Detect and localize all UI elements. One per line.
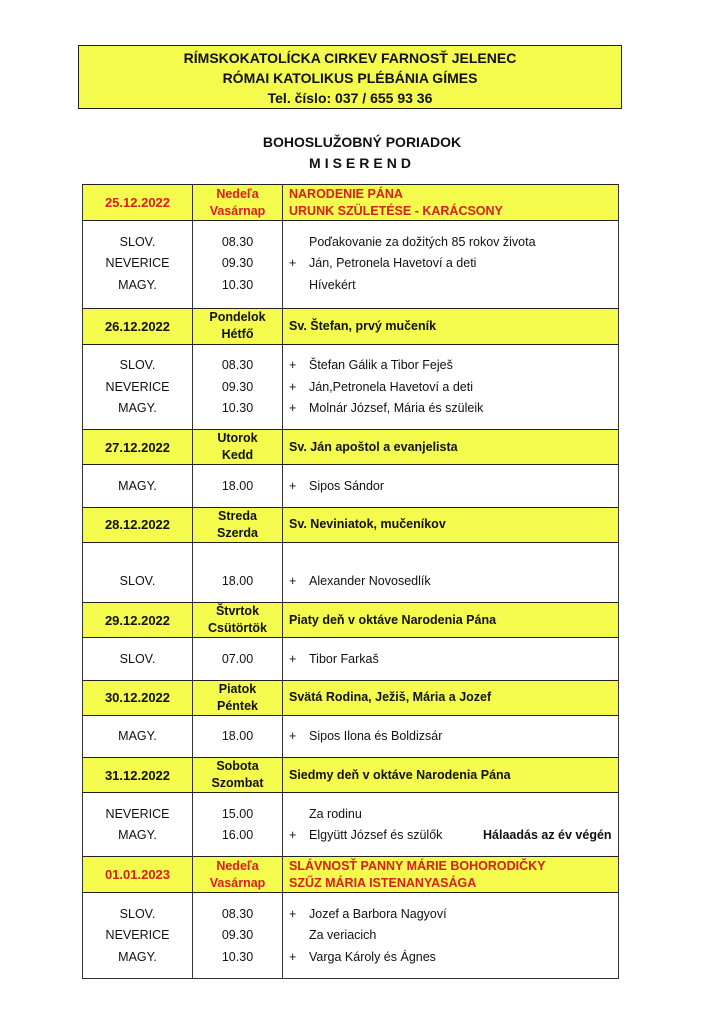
parish-name-hu: RÓMAI KATOLIKUS PLÉBÁNIA GÍMES [222, 70, 478, 86]
mass-row [83, 946, 619, 968]
mass-time: 09.30 [193, 925, 283, 947]
spacer-row [83, 846, 619, 857]
day-feast [283, 857, 619, 893]
mass-intention-cell [283, 726, 619, 748]
day-feast [283, 308, 619, 344]
mass-place: MAGY. [83, 274, 193, 296]
mass-row [83, 825, 619, 847]
parish-name-sk: RÍMSKOKATOLÍCKA CIRKEV FARNOSŤ JELENEC [183, 50, 517, 66]
feast-name: Piaty deň v oktáve Narodenia Pána [289, 612, 497, 627]
spacer-row [83, 497, 619, 508]
deceased-cross-icon: + [289, 478, 297, 493]
mass-row [83, 475, 619, 497]
day-header-row [83, 758, 619, 793]
day-header-row [83, 308, 619, 344]
feast-name: Sv. Štefan, prvý mučeník [289, 318, 437, 333]
mass-intention-cell [283, 253, 619, 275]
mass-place: NEVERICE [83, 376, 193, 398]
mass-intention-cell [283, 475, 619, 497]
mass-time: 08.30 [193, 355, 283, 377]
day-date: 25.12.2022 [83, 185, 193, 221]
mass-time: 16.00 [193, 825, 283, 847]
mass-intention: Poďakovanie za dožitých 85 rokov života [309, 234, 536, 249]
weekday-sk: Utorok [217, 431, 258, 445]
weekday-hu: Hétfő [221, 327, 254, 341]
mass-intention: Alexander Novosedlík [309, 574, 431, 589]
weekday-hu: Vasárnap [209, 203, 266, 218]
mass-schedule-table [82, 184, 619, 979]
mass-time: 10.30 [193, 946, 283, 968]
mass-intention: Tibor Farkaš [309, 651, 379, 666]
day-date: 26.12.2022 [83, 308, 193, 344]
weekday-hu: Kedd [221, 448, 254, 462]
deceased-cross-icon: + [289, 256, 297, 271]
day-date: 29.12.2022 [83, 603, 193, 638]
mass-place: SLOV. [83, 355, 193, 377]
mass-time: 18.00 [193, 571, 283, 593]
spacer-row [83, 592, 619, 603]
feast-name: SLÁVNOSŤ PANNY MÁRIE BOHORODIČKY [289, 858, 546, 873]
mass-time: 07.00 [193, 648, 283, 670]
feast-name: NARODENIE PÁNA [289, 186, 403, 201]
mass-place: SLOV. [83, 571, 193, 593]
feast-name-hu: SZŰZ MÁRIA ISTENANYASÁGA [289, 875, 477, 890]
day-header-row [83, 430, 619, 465]
feast-name-hu: URUNK SZÜLETÉSE - KARÁCSONY [289, 203, 503, 218]
day-weekday [193, 680, 283, 715]
feast-name: Sv. Neviniatok, mučeníkov [289, 517, 446, 531]
mass-row [83, 398, 619, 420]
mass-row [83, 376, 619, 398]
mass-time: 10.30 [193, 274, 283, 296]
mass-place: MAGY. [83, 726, 193, 748]
weekday-hu: Péntek [217, 698, 258, 713]
mass-intention-cell [283, 231, 619, 253]
spacer-row [83, 968, 619, 979]
mass-intention-cell [283, 825, 619, 847]
mass-intention: Za rodinu [309, 806, 362, 821]
day-header-row [83, 507, 619, 542]
mass-intention-cell [283, 355, 619, 377]
schedule-title-sk: BOHOSLUŽOBNÝ PORIADOK [262, 134, 462, 150]
deceased-cross-icon: + [289, 949, 297, 964]
mass-intention-cell [283, 803, 619, 825]
day-date: 30.12.2022 [83, 680, 193, 715]
mass-row [83, 803, 619, 825]
feast-name: Svätá Rodina, Ježiš, Mária a Jozef [289, 690, 492, 704]
mass-place: MAGY. [83, 825, 193, 847]
day-feast [283, 507, 619, 542]
mass-intention: Ján, Petronela Havetoví a deti [309, 256, 477, 271]
mass-row [83, 571, 619, 593]
day-weekday [193, 308, 283, 344]
mass-intention-cell [283, 925, 619, 947]
day-date: 01.01.2023 [83, 857, 193, 893]
mass-intention-cell [283, 903, 619, 925]
mass-row [83, 648, 619, 670]
spacer-row [83, 793, 619, 804]
spacer-row [83, 638, 619, 649]
deceased-cross-icon: + [289, 651, 297, 666]
deceased-cross-icon: + [289, 828, 297, 843]
spacer-row [83, 747, 619, 758]
mass-intention: Elgyütt József és szülők [309, 828, 443, 843]
day-date: 28.12.2022 [83, 507, 193, 542]
mass-row [83, 355, 619, 377]
schedule-title-hu: MISEREND [309, 155, 415, 171]
deceased-cross-icon: + [289, 379, 297, 394]
mass-row [83, 726, 619, 748]
mass-intention: Sipos Sándor [309, 478, 385, 493]
day-header-row [83, 857, 619, 893]
weekday-sk: Sobota [216, 759, 259, 773]
weekday-sk: Štvrtok [215, 604, 260, 618]
day-feast [283, 430, 619, 465]
mass-time: 08.30 [193, 903, 283, 925]
weekday-sk: Piatok [218, 681, 257, 696]
mass-intention: Jozef a Barbora Nagyoví [309, 906, 447, 921]
mass-intention-cell [283, 648, 619, 670]
mass-row [83, 253, 619, 275]
spacer-row [83, 893, 619, 904]
spacer-row [83, 542, 619, 571]
day-weekday [193, 603, 283, 638]
day-feast [283, 603, 619, 638]
mass-note: Hálaadás az év végén [483, 828, 612, 843]
mass-row [83, 903, 619, 925]
spacer-row [83, 715, 619, 726]
day-feast [283, 680, 619, 715]
mass-intention-cell [283, 571, 619, 593]
feast-name: Sv. Ján apoštol a evanjelista [289, 439, 458, 454]
mass-intention: Štefan Gálik a Tibor Feješ [309, 358, 453, 373]
weekday-hu: Csütörtök [207, 621, 268, 635]
weekday-sk: Nedeľa [216, 186, 259, 201]
mass-time: 09.30 [193, 376, 283, 398]
spacer-row [83, 419, 619, 430]
day-weekday [193, 857, 283, 893]
day-header-row [83, 680, 619, 715]
mass-place: NEVERICE [83, 253, 193, 275]
day-feast [283, 758, 619, 793]
mass-place: MAGY. [83, 946, 193, 968]
mass-time: 18.00 [193, 475, 283, 497]
mass-row [83, 231, 619, 253]
weekday-sk: Streda [218, 508, 257, 523]
mass-intention-cell [283, 398, 619, 420]
spacer-row [83, 465, 619, 476]
spacer-row [83, 221, 619, 232]
mass-intention: Za veriacich [309, 928, 377, 943]
day-weekday [193, 507, 283, 542]
mass-intention: Molnár József, Mária és szüleik [309, 401, 484, 416]
mass-place: MAGY. [83, 398, 193, 420]
mass-intention: Sipos Ilona és Boldizsár [309, 729, 443, 744]
mass-intention-cell [283, 376, 619, 398]
mass-place: NEVERICE [83, 925, 193, 947]
mass-time: 18.00 [193, 726, 283, 748]
deceased-cross-icon: + [289, 358, 297, 373]
weekday-hu: Vasárnap [209, 875, 266, 890]
spacer-row [83, 296, 619, 309]
mass-intention-cell [283, 946, 619, 968]
day-header-row [83, 603, 619, 638]
day-header-row [83, 185, 619, 221]
deceased-cross-icon: + [289, 574, 297, 589]
mass-row [83, 925, 619, 947]
mass-place: NEVERICE [83, 803, 193, 825]
weekday-sk: Pondelok [209, 310, 266, 324]
spacer-row [83, 670, 619, 681]
day-date: 27.12.2022 [83, 430, 193, 465]
mass-place: MAGY. [83, 475, 193, 497]
mass-intention: Ján,Petronela Havetoví a deti [309, 379, 473, 394]
mass-place: SLOV. [83, 231, 193, 253]
mass-time: 15.00 [193, 803, 283, 825]
weekday-hu: Szerda [217, 525, 258, 540]
parish-phone: Tel. číslo: 037 / 655 93 36 [267, 90, 433, 106]
mass-place: SLOV. [83, 903, 193, 925]
day-feast [283, 185, 619, 221]
mass-intention: Hívekért [309, 277, 356, 292]
day-date: 31.12.2022 [83, 758, 193, 793]
mass-intention: Varga Károly és Ágnes [309, 949, 436, 964]
deceased-cross-icon: + [289, 729, 297, 744]
day-weekday [193, 758, 283, 793]
mass-row [83, 274, 619, 296]
deceased-cross-icon: + [289, 401, 297, 416]
weekday-hu: Szombat [211, 776, 264, 790]
mass-time: 08.30 [193, 231, 283, 253]
day-weekday [193, 185, 283, 221]
day-weekday [193, 430, 283, 465]
parish-header [78, 45, 622, 109]
feast-name: Siedmy deň v oktáve Narodenia Pána [289, 767, 511, 782]
spacer-row [83, 344, 619, 355]
mass-time: 10.30 [193, 398, 283, 420]
mass-intention-cell [283, 274, 619, 296]
weekday-sk: Nedeľa [216, 858, 259, 873]
mass-time: 09.30 [193, 253, 283, 275]
mass-place: SLOV. [83, 648, 193, 670]
deceased-cross-icon: + [289, 906, 297, 921]
